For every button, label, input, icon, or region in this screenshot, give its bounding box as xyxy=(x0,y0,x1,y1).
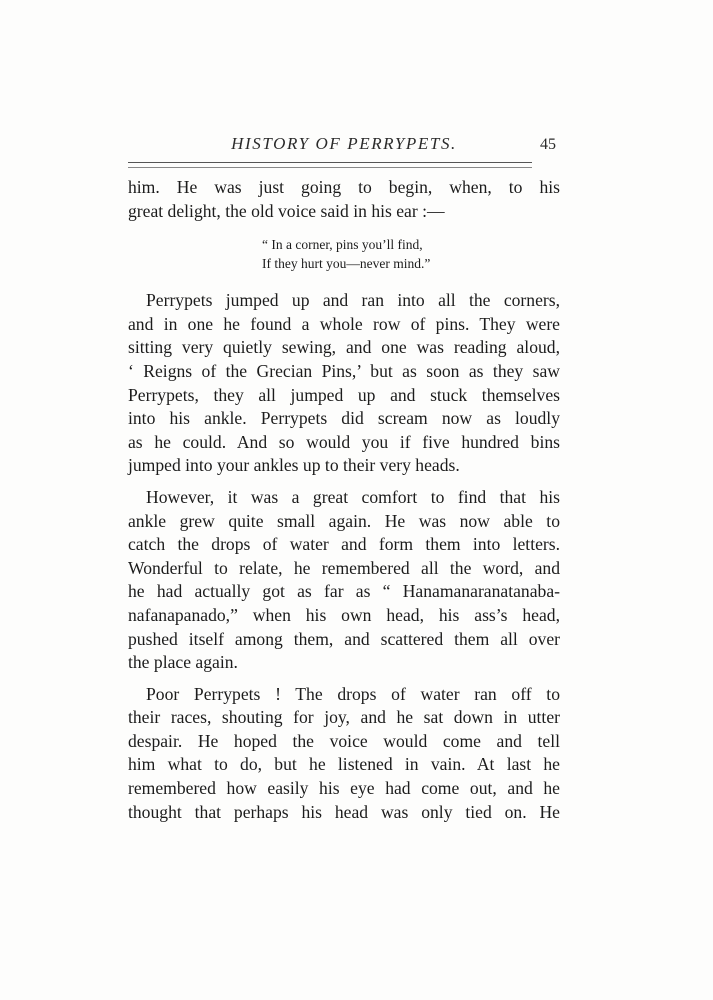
text-line: ankle grew quite small again. He was now able to xyxy=(128,510,560,531)
text-line: great delight, the old voice said in his ear :— xyxy=(128,200,445,221)
running-title: HISTORY OF PERRYPETS. xyxy=(231,134,457,153)
text-line: remembered how easily his eye had come out, and he xyxy=(128,778,560,799)
verse-line: “ In a corner, pins you’ll find, xyxy=(262,237,423,253)
text-line: him. He was just going to begin, when, to his xyxy=(128,177,560,197)
text-line: jumped into your ankles up to their very heads. xyxy=(128,455,460,476)
text-line: nafanapanado,” when his own head, his ass’s head, xyxy=(128,604,560,625)
text-line: pushed itself among them, and scattered them all over xyxy=(128,628,560,649)
verse-line: If they hurt you—never mind.” xyxy=(262,256,431,272)
paragraph-3 xyxy=(128,486,560,675)
text-line: the place again. xyxy=(128,652,238,673)
text-line: Perrypets, they all jumped up and stuck themselves xyxy=(128,384,560,405)
text-line: Perrypets jumped up and ran into all the corners, xyxy=(146,290,560,311)
body-text xyxy=(128,176,560,824)
page-number: 45 xyxy=(540,136,556,153)
text-line: sitting very quietly sewing, and one was reading aloud, xyxy=(128,337,560,358)
text-line: thought that perhaps his head was only tied on. He xyxy=(128,801,560,822)
verse xyxy=(128,235,560,273)
text-line: into his ankle. Perrypets did scream now as loudly xyxy=(128,408,560,429)
text-line: and in one he found a whole row of pins. They were xyxy=(128,313,560,334)
text-line: their races, shouting for joy, and he sat down in utter xyxy=(128,707,560,728)
text-line: he had actually got as far as “ Hanamanaranatanaba- xyxy=(128,581,560,602)
running-head xyxy=(128,132,560,158)
text-line: Poor Perrypets ! The drops of water ran off to xyxy=(146,683,560,704)
header-rule-secondary xyxy=(128,167,532,168)
text-line: However, it was a great comfort to find that his xyxy=(146,486,560,507)
text-line: ‘ Reigns of the Grecian Pins,’ but as soon as they saw xyxy=(128,360,560,381)
header-rule xyxy=(128,162,532,163)
paragraph-4 xyxy=(128,683,560,825)
text-line: as he could. And so would you if five hundred bins xyxy=(128,431,560,452)
text-line: despair. He hoped the voice would come and tell xyxy=(128,730,560,751)
text-line: him what to do, but he listened in vain. At last he xyxy=(128,754,560,775)
paragraph-2 xyxy=(128,289,560,478)
text-line: Wonderful to relate, he remembered all the word, and xyxy=(128,557,560,578)
text-line: catch the drops of water and form them into letters. xyxy=(128,534,560,555)
paragraph-1 xyxy=(128,176,560,223)
